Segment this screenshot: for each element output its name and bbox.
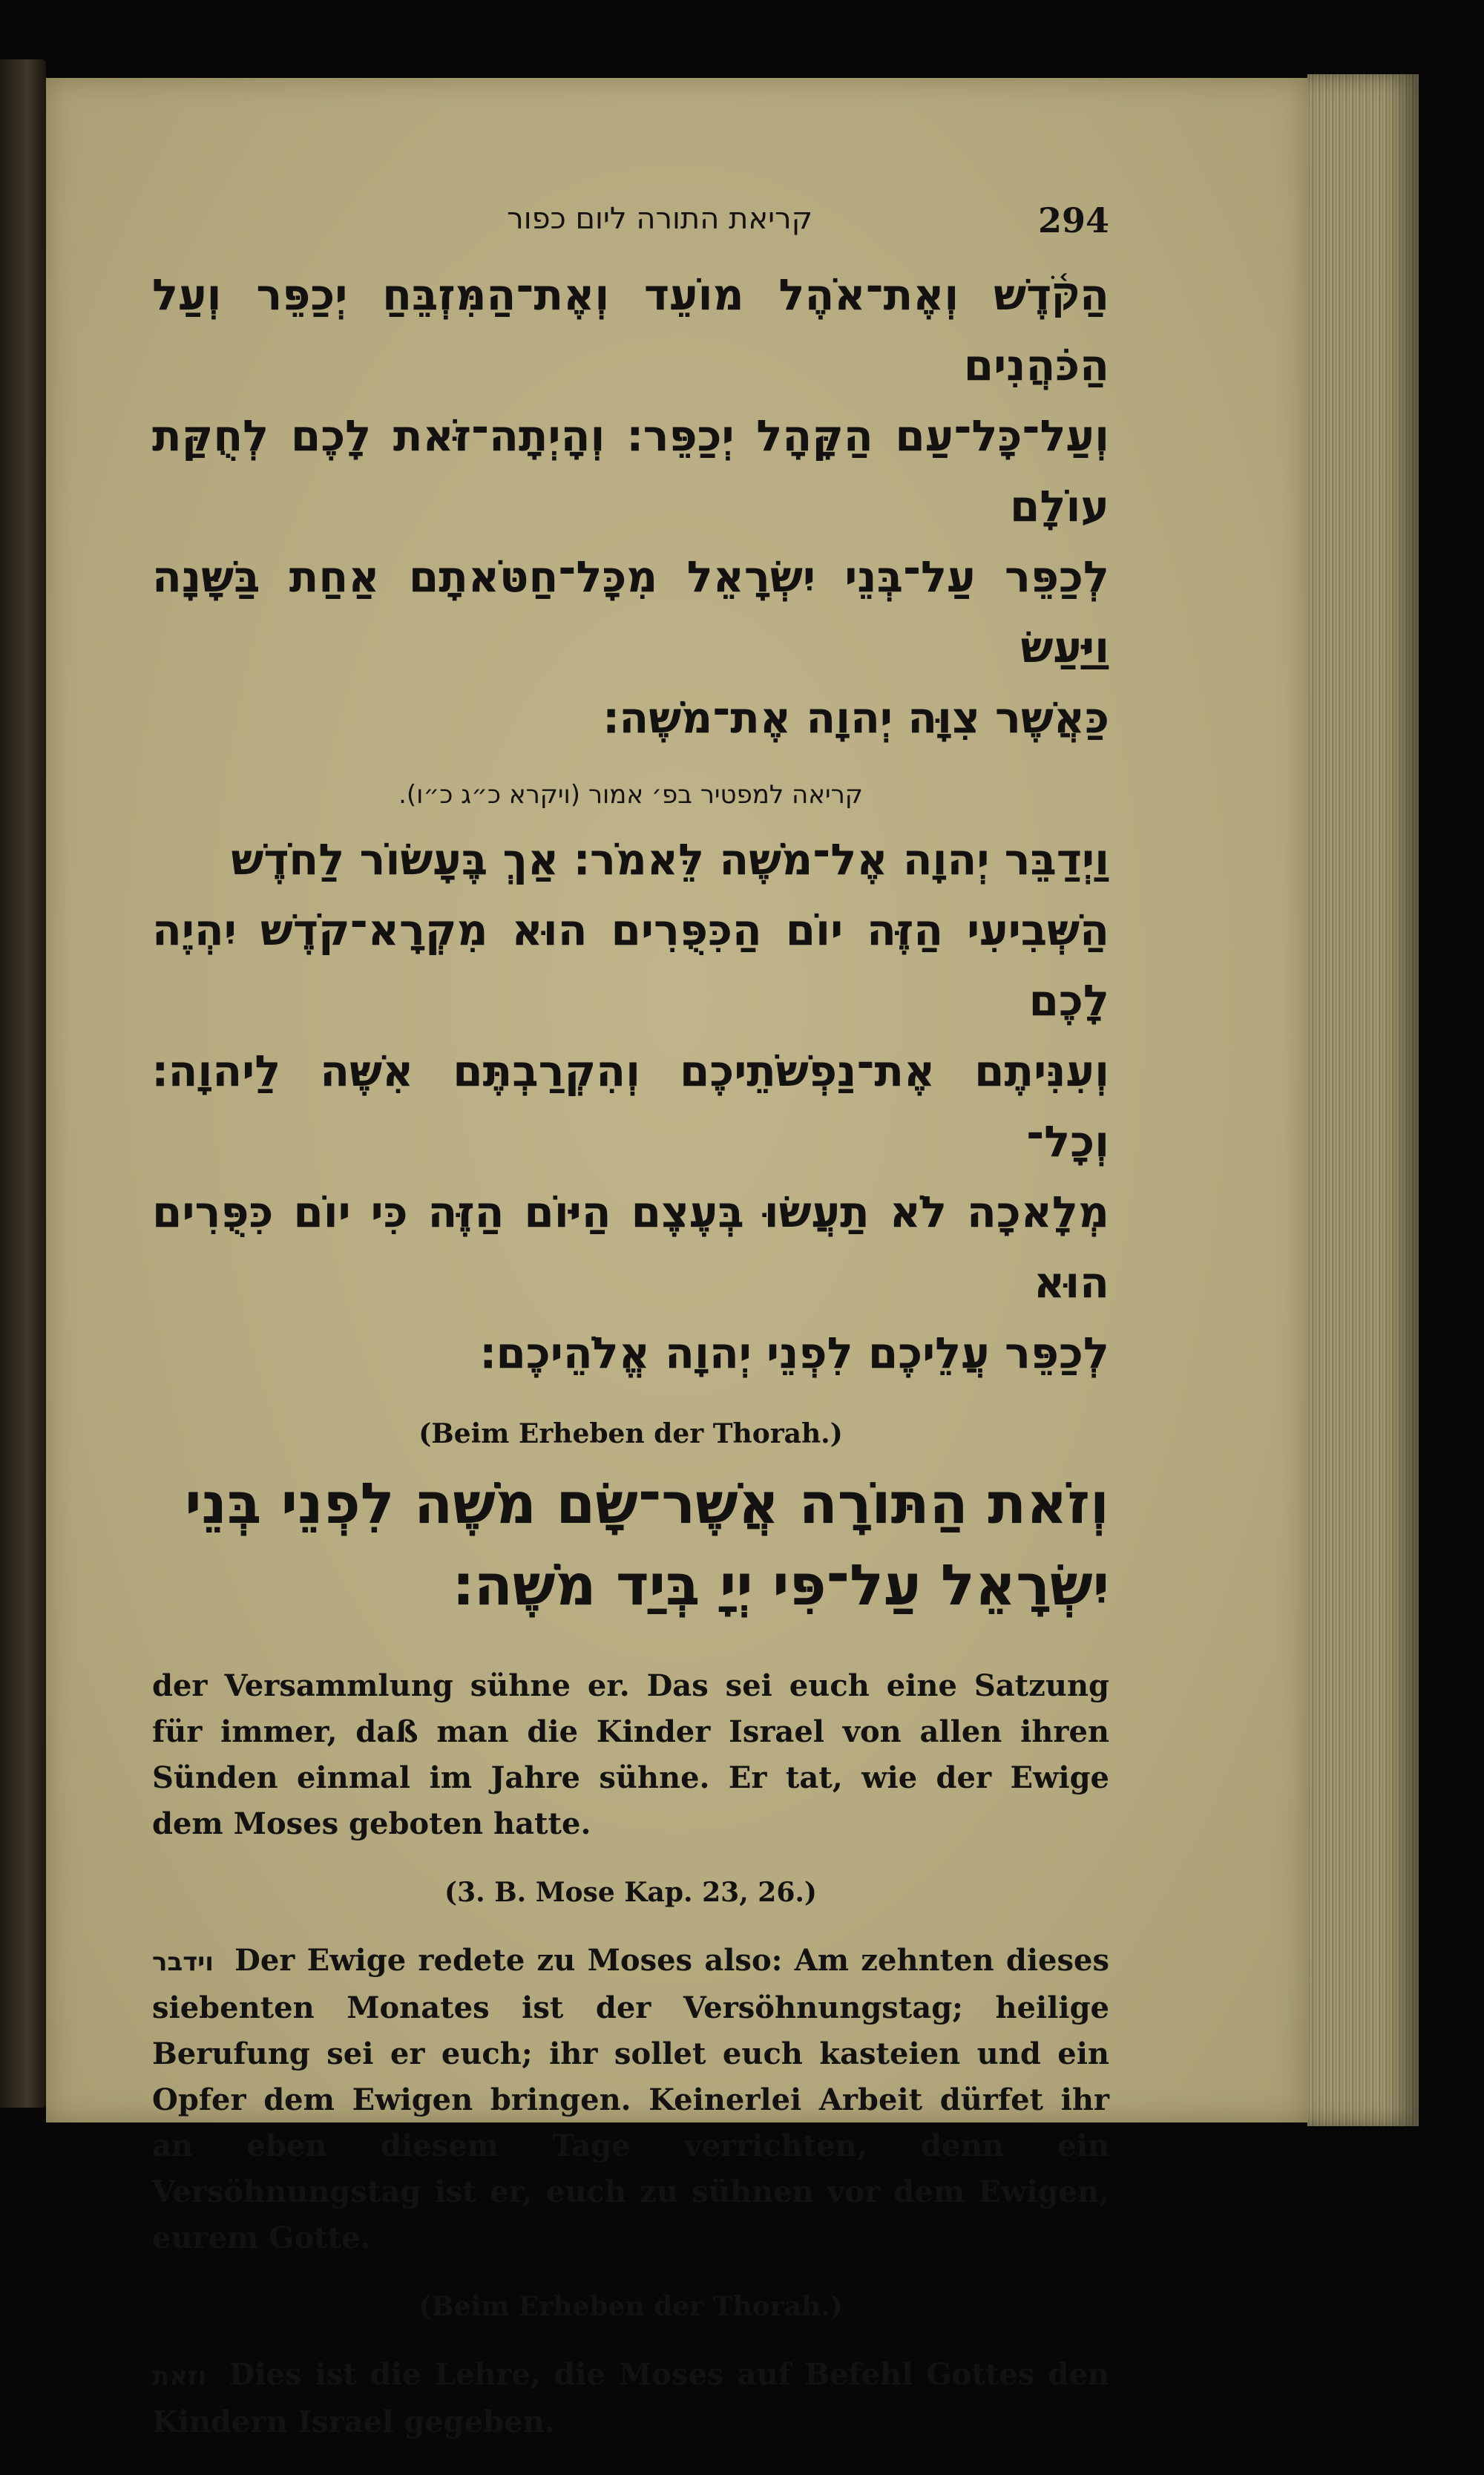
hebrew-line: וְזֹאת הַתּוֹרָה אֲשֶׁר־שָׂם מֹשֶׁה לִפְנֵי בְּנֵי — [185, 1470, 1109, 1536]
bible-reference: (3. B. Mose Kap. 23, 26.) — [444, 1877, 817, 1908]
german-paragraph — [152, 2352, 1109, 2445]
torah-raising-caption: (Beim Erheben der Thorah.) — [418, 1418, 843, 1449]
hebrew-line: יִשְׂרָאֵל עַל־פִּי יְיָ בְּיַד מֹשֶׁה׃ — [453, 1552, 1109, 1618]
hebrew-catchword: וידבר — [152, 1947, 214, 1977]
page-edges — [1307, 74, 1419, 2126]
page-content — [152, 193, 1109, 2475]
adjacent-page-edge — [0, 59, 46, 2108]
hebrew-line: הַקֹּ֫דֶשׁ וְאֶת־אֹהֶל מוֹעֵד וְאֶת־הַמִּזְבֵּחַ יְכַפֵּר וְעַל הַכֹּהֲנִים — [152, 269, 1109, 390]
hebrew-line: כַּאֲשֶׁר צִוָּה יְהוָה אֶת־מֹשֶׁה׃ — [603, 692, 1109, 743]
hebrew-line: וְעִנִּיתֶם אֶת־נַפְשֹׁתֵיכֶם וְהִקְרַבְתֶּם אִשֶּׁה לַיהוָה׃ וְכָל־ — [152, 1046, 1109, 1167]
hebrew-line: וַיְדַבֵּר יְהוָה אֶל־מֹשֶׁה לֵּאמֹר׃ אַךְ בֶּעָשׂוֹר לַחֹדֶשׁ — [231, 834, 1109, 885]
vezot-hatorah-verse — [152, 1463, 1109, 1626]
german-text: Der Ewige redete zu Moses also: Am zehnten dieses siebenten Monates ist der Versöhnungstag; heilige Berufung sei er euch; ihr sollet euch kasteien und ein Opfer dem Ewigen bringen. Keinerlei Arbeit dürfet ihr an eben diesem Tage verrichten, denn ein Versöhnungstag ist er, euch zu sühnen vor dem Ewigen, eurem Gotte. — [152, 1943, 1109, 2255]
hebrew-line: מְלָאכָה לֹא תַעֲשׂוּ בְּעֶצֶם הַיּוֹם הַזֶּה כִּי יוֹם כִּפֻּרִים הוּא — [152, 1187, 1109, 1308]
hebrew-line: לְכַפֵּר עַל־בְּנֵי יִשְׂרָאֵל מִכָּל־חַטֹּאתָם אַחַת בַּשָּׁנָה וַיַּעַשׂ — [152, 551, 1109, 672]
page-header — [152, 193, 1109, 260]
hebrew-catchword: וזאת — [152, 2361, 207, 2391]
hebrew-line: הַשְּׁבִיעִי הַזֶּה יוֹם הַכִּפֻּרִים הוּא מִקְרָא־קֹדֶשׁ יִהְיֶה לָכֶם — [152, 905, 1109, 1026]
running-head: קריאת התורה ליום כפור — [507, 202, 812, 236]
maftir-heading: קריאה למפטיר בפ׳ אמור (ויקרא כ״ג כ״ו). — [398, 780, 863, 810]
german-paragraph: der Versammlung sühne er. Das sei euch eine Satzung für immer, daß man die Kinder Israel von allen ihren Sünden einmal im Jahre sühne. Er tat, wie der Ewige dem Moses geboten hatte. — [152, 1668, 1109, 1841]
german-paragraph — [152, 1938, 1109, 2261]
german-text: Dies ist die Lehre, die Moses auf Befehl Gottes den Kindern Israel gegeben. — [152, 2357, 1109, 2439]
hebrew-passage-2 — [152, 825, 1109, 1389]
torah-raising-caption: (Beim Erheben der Thorah.) — [418, 2291, 843, 2322]
hebrew-line: וְעַל־כָּל־עַם הַקָּהָל יְכַפֵּר׃ וְהָיְתָה־זֹּאת לָכֶם לְחֻקַּת עוֹלָם — [152, 410, 1109, 531]
hebrew-passage-1 — [152, 260, 1109, 753]
page-number: 294 — [1037, 200, 1109, 240]
hebrew-line: לְכַפֵּר עֲלֵיכֶם לִפְנֵי יְהוָה אֱלֹהֵיכֶם׃ — [479, 1328, 1109, 1378]
